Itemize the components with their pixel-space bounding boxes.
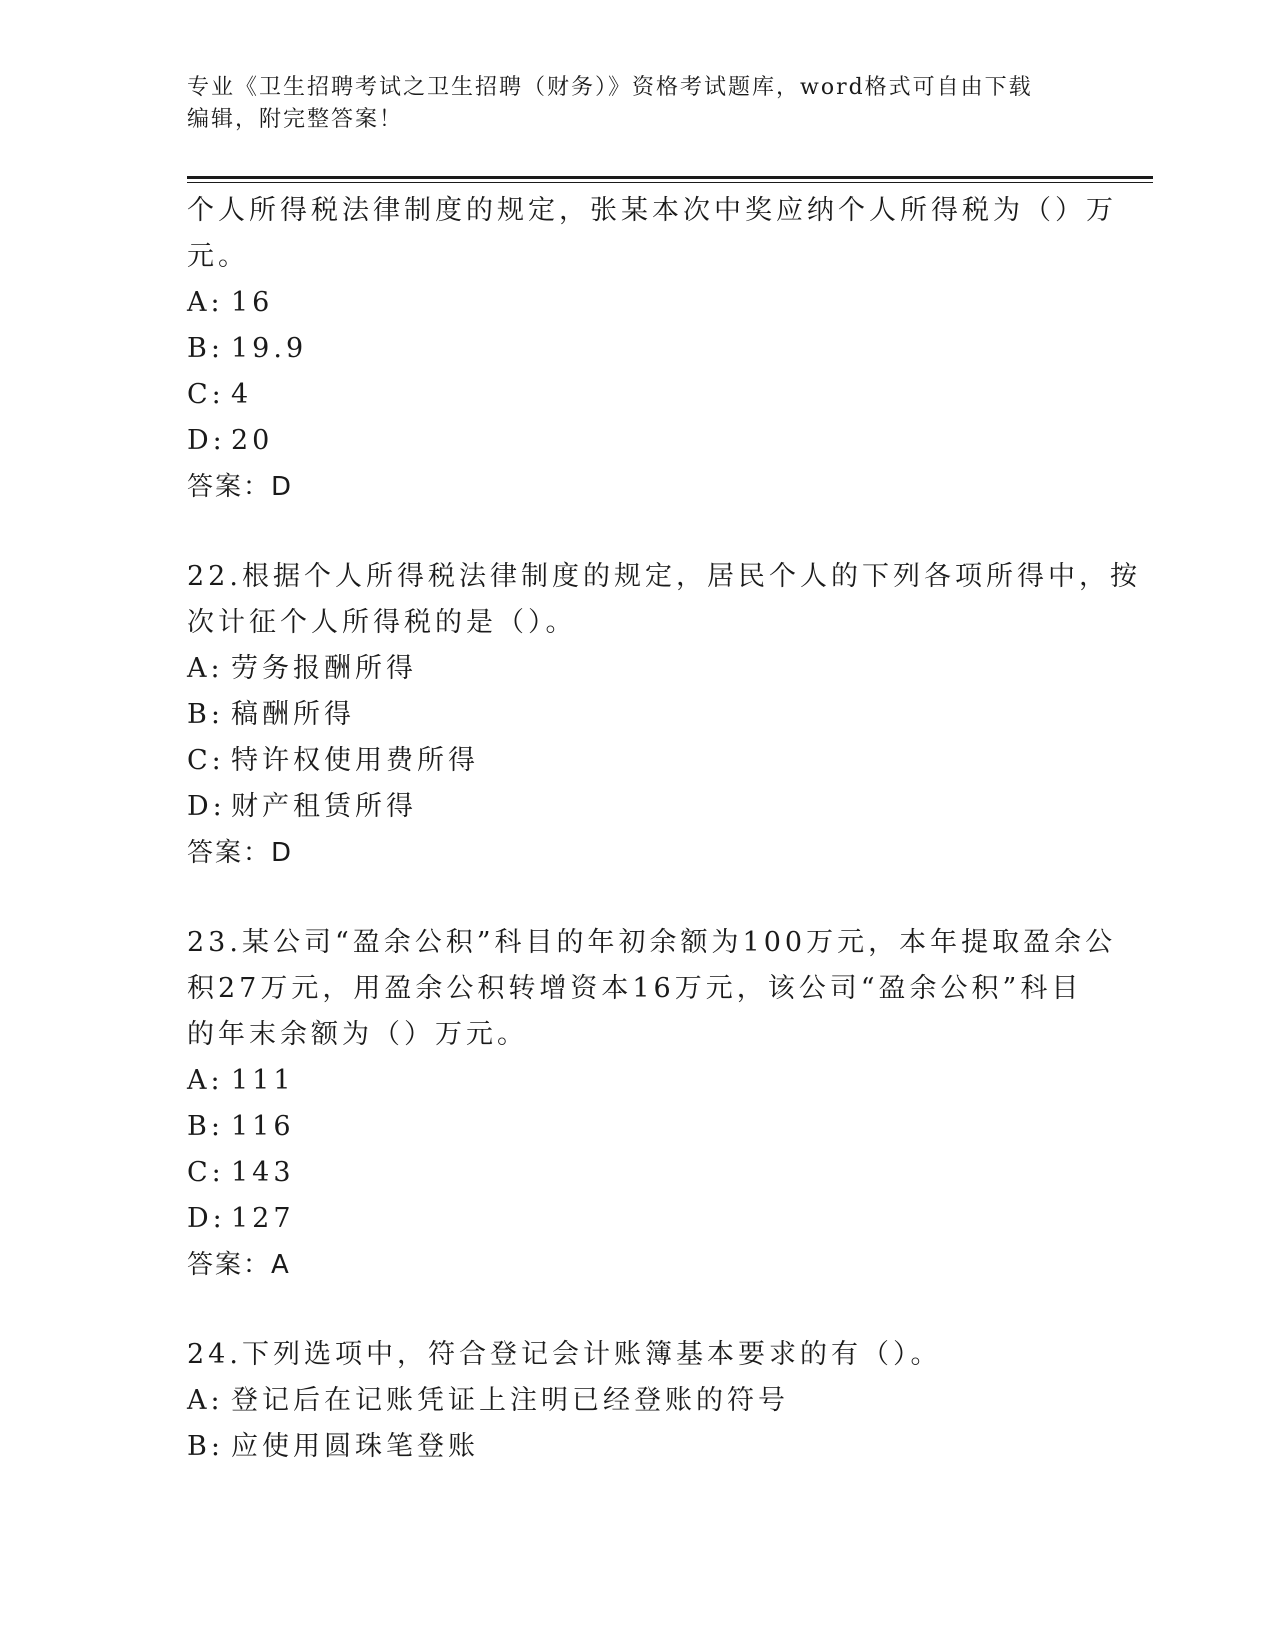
option-c — [187, 738, 1067, 784]
option-text: 111 — [231, 1065, 295, 1096]
option-text: 16 — [231, 287, 274, 318]
option-text: 特许权使用费所得 — [231, 745, 479, 776]
option-text: 财产租赁所得 — [231, 791, 417, 822]
option-letter: A: — [187, 653, 224, 684]
option-letter: B: — [187, 1111, 224, 1142]
question-text-line: 个人所得税法律制度的规定，张某本次中奖应纳个人所得税为（）万 — [187, 195, 1117, 226]
question-23 — [187, 920, 1117, 1288]
option-letter: A: — [187, 1065, 224, 1096]
option-text: 20 — [231, 425, 274, 456]
question-text-line: 的年末余额为（）万元。 — [187, 1019, 528, 1050]
option-d — [187, 418, 1067, 464]
option-text: 127 — [231, 1203, 295, 1234]
option-text: 劳务报酬所得 — [231, 653, 417, 684]
question-21 — [187, 188, 1117, 510]
spacer — [187, 510, 1067, 554]
option-text: 登记后在记账凭证上注明已经登账的符号 — [231, 1385, 789, 1416]
option-text: 116 — [231, 1111, 295, 1142]
option-d — [187, 784, 1067, 830]
question-text-line: 积27万元，用盈余公积转增资本16万元，该公司“盈余公积”科目 — [187, 973, 1083, 1004]
option-d — [187, 1196, 1067, 1242]
option-letter: C: — [187, 1157, 225, 1188]
option-letter: B: — [187, 333, 224, 364]
option-letter: A: — [187, 287, 224, 318]
option-letter: D: — [187, 791, 226, 822]
option-letter: B: — [187, 699, 224, 730]
answer-line: 答案：A — [187, 1250, 291, 1280]
question-content — [187, 188, 1141, 1470]
option-letter: D: — [187, 425, 226, 456]
question-text-line: 23.某公司“盈余公积”科目的年初余额为100万元，本年提取盈余公 — [187, 927, 1117, 958]
spacer — [187, 876, 1067, 920]
option-c — [187, 1150, 1067, 1196]
header-line-1: 专业《卫生招聘考试之卫生招聘（财务）》资格考试题库，word格式可自由下载 — [187, 75, 1033, 100]
header-divider-thick — [187, 176, 1153, 179]
option-letter: C: — [187, 745, 225, 776]
spacer — [187, 1288, 1067, 1332]
question-text-line: 22.根据个人所得税法律制度的规定，居民个人的下列各项所得中，按 — [187, 561, 1141, 592]
option-b — [187, 326, 1067, 372]
question-24 — [187, 1332, 1067, 1470]
question-text-line: 次计征个人所得税的是（）。 — [187, 607, 577, 638]
option-text: 应使用圆珠笔登账 — [231, 1431, 479, 1462]
question-text-line: 元。 — [187, 241, 249, 272]
option-a — [187, 280, 1067, 326]
answer-line: 答案：D — [187, 838, 294, 868]
option-text: 稿酬所得 — [231, 699, 355, 730]
header-divider-thin — [187, 182, 1153, 183]
option-letter: D: — [187, 1203, 226, 1234]
option-b — [187, 692, 1067, 738]
document-header — [187, 72, 1067, 136]
header-line-2: 编辑，附完整答案！ — [187, 107, 404, 132]
option-letter: C: — [187, 379, 225, 410]
option-b — [187, 1424, 1067, 1470]
option-text: 19.9 — [231, 333, 308, 364]
option-letter: B: — [187, 1431, 224, 1462]
option-a — [187, 1378, 1067, 1424]
option-letter: A: — [187, 1385, 224, 1416]
question-22 — [187, 554, 1141, 876]
option-b — [187, 1104, 1067, 1150]
option-a — [187, 646, 1067, 692]
option-text: 143 — [231, 1157, 295, 1188]
option-a — [187, 1058, 1067, 1104]
answer-line: 答案：D — [187, 472, 294, 502]
question-text-line: 24.下列选项中，符合登记会计账簿基本要求的有（）。 — [187, 1339, 942, 1370]
option-c — [187, 372, 1067, 418]
option-text: 4 — [231, 379, 253, 410]
